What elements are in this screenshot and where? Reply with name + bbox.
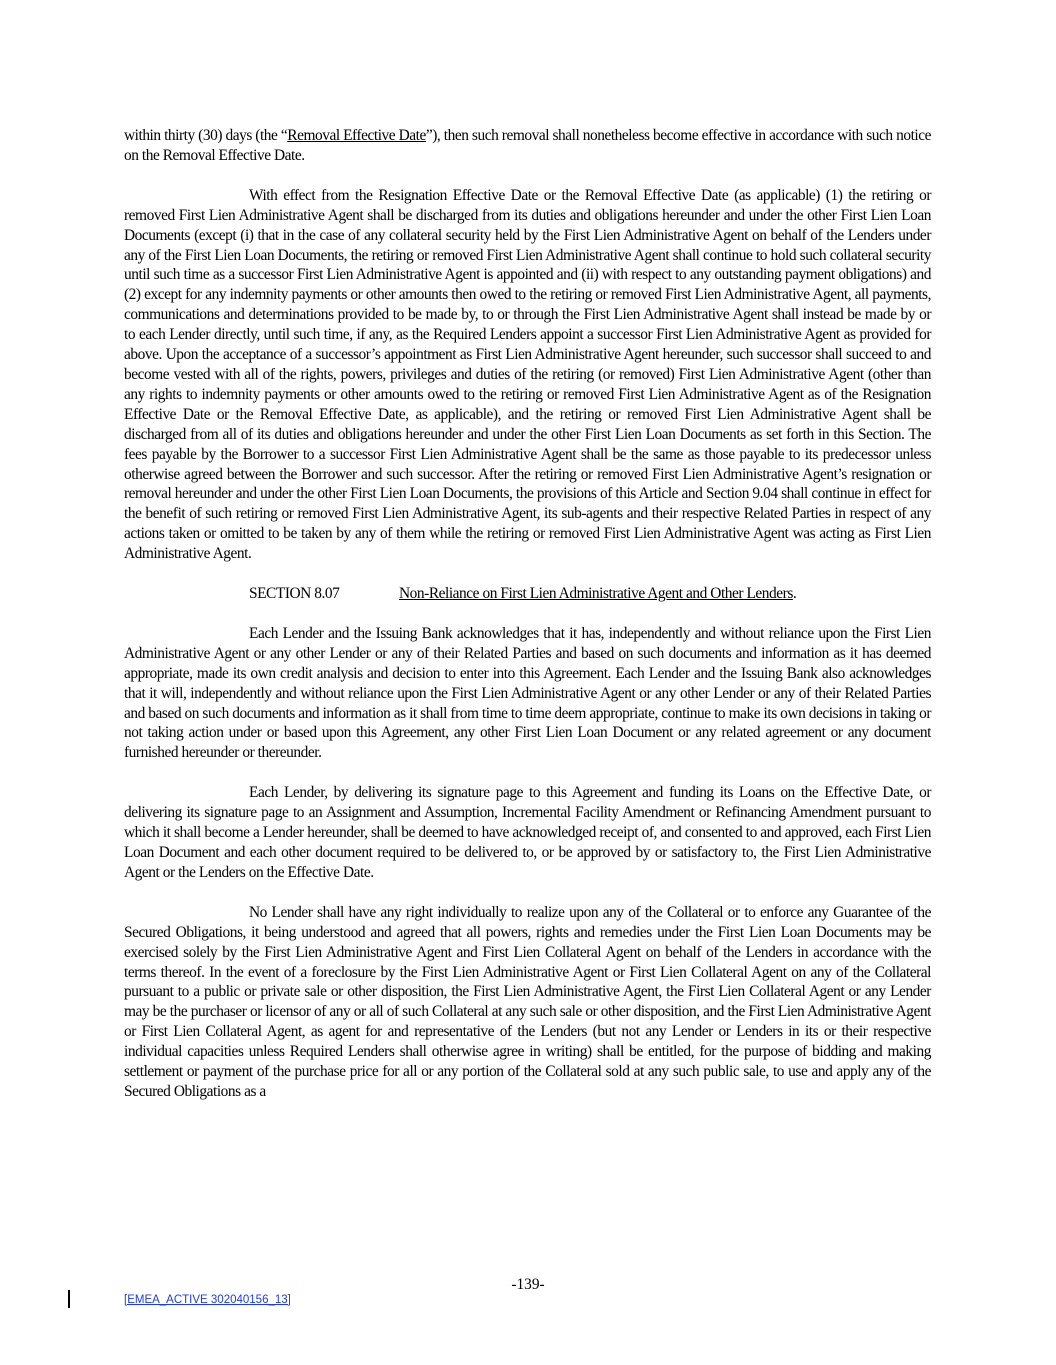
paragraph-text: ”), then such removal shall nonetheless become effective in accordance with such notice on the Removal Effective Date.	[124, 127, 931, 164]
paragraph-signature-delivery: Each Lender, by delivering its signature page to this Agreement and funding its Loans on the Effective Date, or delivering its signature page to an Assignment and Assumption, Incremental Facility Amendment or Refinancing Amendment pursuant to which it shall become a Lender hereunder, shall be deemed to have acknowledged receipt of, and consented to and approved, each First Lien Loan Document and each other document required to be delivered to, or be approved by or satisfactory to, the First Lien Administrative Agent or the Lenders on the Effective Date.	[124, 784, 931, 881]
page-number: -139-	[511, 1276, 545, 1293]
section-title-period: .	[792, 585, 797, 603]
document-id-link[interactable]: [EMEA_ACTIVE 302040156_13]	[124, 1294, 291, 1306]
section-heading	[249, 584, 931, 604]
paragraph-text: within thirty (30) days (the “	[124, 127, 288, 144]
defined-term-removal-effective-date: Removal Effective Date	[287, 127, 426, 144]
paragraph-effect-of-resignation: With effect from the Resignation Effective Date or the Removal Effective Date (as applicable) (1) the retiring or removed First Lien Administrative Agent shall be discharged from its duties and obligations hereunder and under the other First Lien Loan Documents (except (i) that in the case of any collateral security held by the First Lien Administrative Agent on behalf of the Lenders under any of the First Lien Loan Documents, the retiring or removed First Lien Administrative Agent shall continue to hold such collateral security until such time as a successor First Lien Administrative Agent is appointed and (ii) with respect to any outstanding payment obligations) and (2) except for any indemnity payments or other amounts then owed to the retiring or removed First Lien Administrative Agent, all payments, communications and determinations provided to be made by, to or through the First Lien Administrative Agent shall instead be made by or to each Lender directly, until such time, if any, as the Required Lenders appoint a successor First Lien Administrative Agent as provided for above. Upon the acceptance of a successor’s appointment as First Lien Administrative Agent hereunder, such successor shall succeed to and become vested with all of the rights, powers, privileges and duties of the retiring (or removed) First Lien Administrative Agent (other than any rights to indemnity payments or other amounts owed to the retiring or removed First Lien Administrative Agent as of the Resignation Effective Date or the Removal Effective Date, as applicable), and the retiring or removed First Lien Administrative Agent shall be discharged from all of its duties and obligations hereunder and under the other First Lien Loan Documents as set forth in this Section. The fees payable by the Borrower to a successor First Lien Administrative Agent shall be the same as those payable to its predecessor unless otherwise agreed between the Borrower and such successor. After the retiring or removed First Lien Administrative Agent’s resignation or removal hereunder and under the other First Lien Loan Documents, the provisions of this Article and Section 9.04 shall continue in effect for the benefit of such retiring or removed First Lien Administrative Agent, its sub-agents and their respective Related Parties in respect of any actions taken or omitted to be taken by any of them while the retiring or removed First Lien Administrative Agent was acting as First Lien Administrative Agent.	[124, 186, 931, 563]
paragraph-non-reliance: Each Lender and the Issuing Bank acknowledges that it has, independently and without reliance upon the First Lien Administrative Agent or any other Lender or any of their Related Parties and based on such documents and information as it has deemed appropriate, made its own credit analysis and decision to enter into this Agreement. Each Lender and the Issuing Bank also acknowledges that it will, independently and without reliance upon the First Lien Administrative Agent or any other Lender or any of their Related Parties and based on such documents and information as it shall from time to time deem appropriate, continue to make its own decisions in taking or not taking action under or based upon this Agreement, any other First Lien Loan Document or any related agreement or any document furnished hereunder or thereunder.	[124, 624, 931, 762]
section-title: Non-Reliance on First Lien Administrative Agent and Other Lenders	[399, 585, 793, 603]
section-number: SECTION 8.07	[249, 585, 340, 603]
paragraph-collateral-enforcement: No Lender shall have any right individually to realize upon any of the Collateral or to enforce any Guarantee of the Secured Obligations, it being understood and agreed that all powers, rights and remedies under the First Lien Loan Documents may be exercised solely by the First Lien Administrative Agent and First Lien Collateral Agent on behalf of the Lenders in accordance with the terms thereof. In the event of a foreclosure by the First Lien Administrative Agent or First Lien Collateral Agent on any of the Collateral pursuant to a public or private sale or other disposition, the First Lien Administrative Agent, the First Lien Collateral Agent or any Lender may be the purchaser or licensor of any or all of such Collateral at any such sale or other disposition, and the First Lien Administrative Agent or First Lien Collateral Agent, as agent for and representative of the Lenders (but not any Lender or Lenders in its or their respective individual capacities unless Required Lenders shall otherwise agree in writing) shall be entitled, for the purpose of bidding and making settlement or payment of the purchase price for all or any portion of the Collateral sold at any such public sale, to use and apply any of the Secured Obligations as a	[124, 903, 931, 1100]
document-body	[124, 126, 931, 1122]
paragraph-removal-effective	[124, 126, 931, 166]
revision-change-bar	[68, 1290, 70, 1308]
